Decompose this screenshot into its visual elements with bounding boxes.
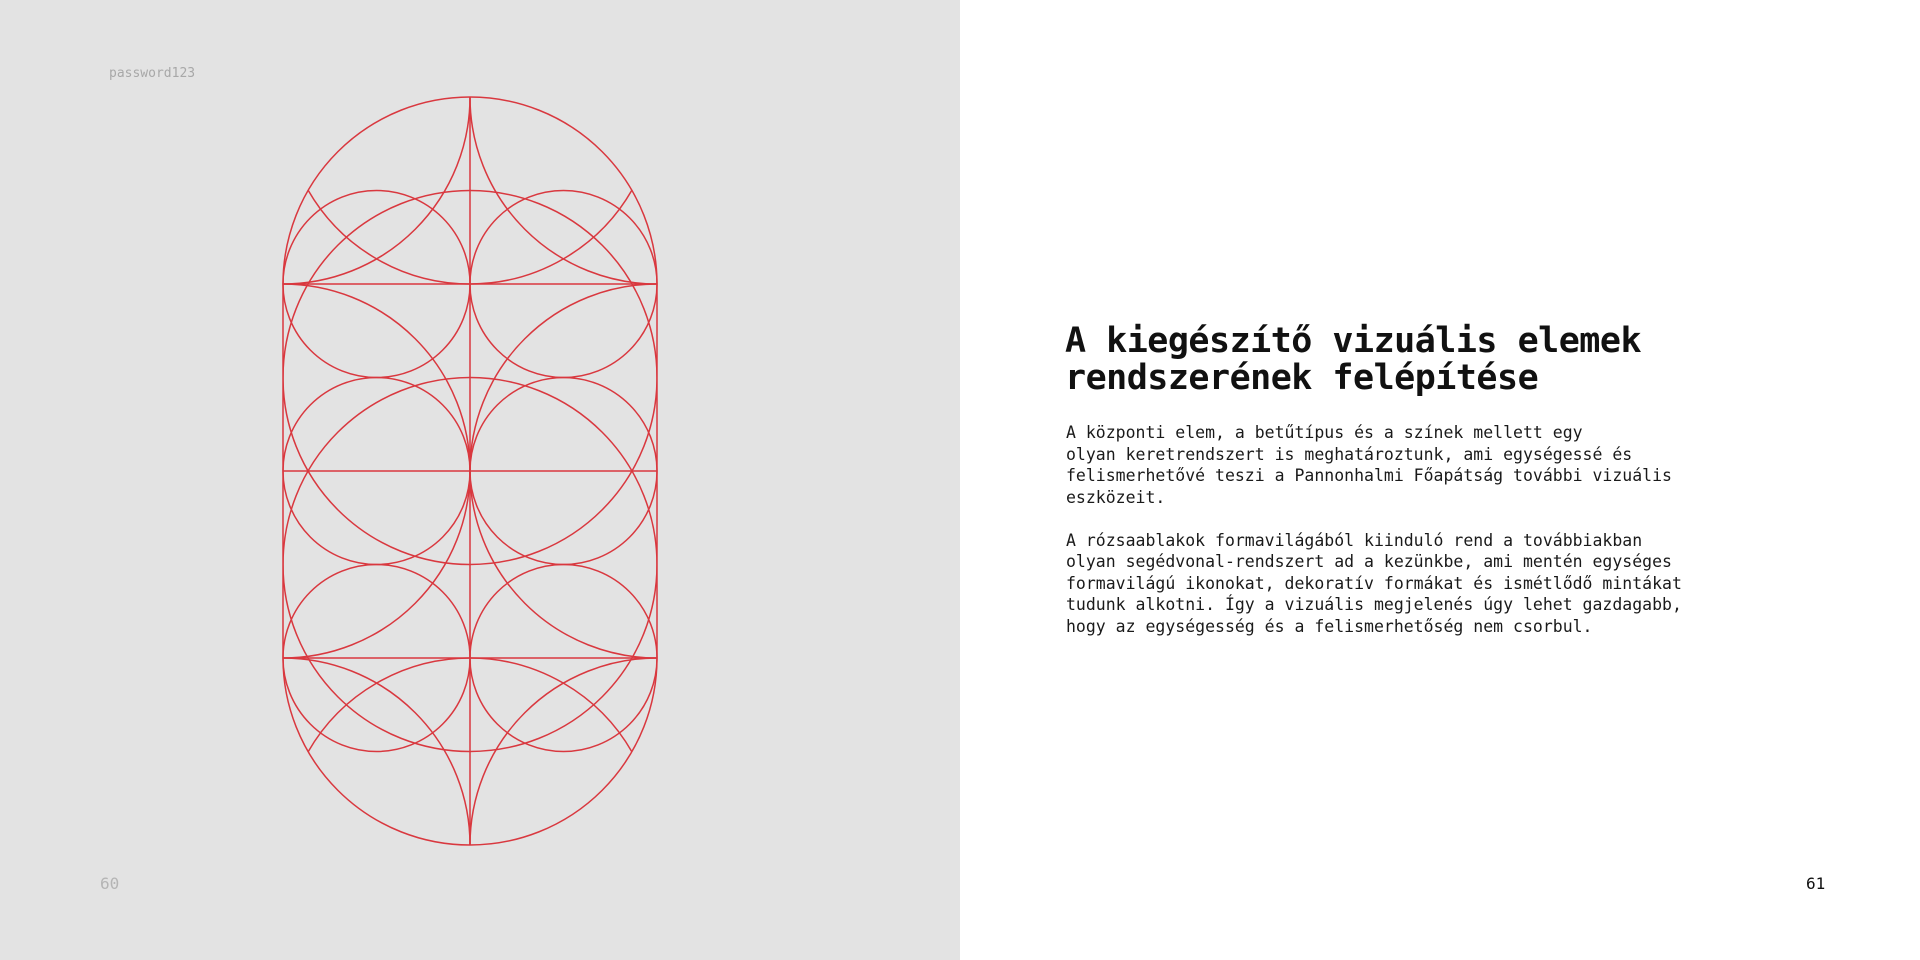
- page-number-right: 61: [1806, 874, 1826, 893]
- heading-line-1: A kiegészítő vizuális elemek: [1065, 321, 1642, 361]
- body-text: [1066, 422, 1846, 659]
- paragraph-2: A rózsaablakok formavilágából kiinduló rend a továbbiakban olyan segédvonal-rendszert ad a kezünkbe, ami mentén egységes formavilágú ikonokat, dekoratív formákat és ismétlődő mintákat tudunk alkotni. Így a vizuális megjelenés úgy lehet gazdagabb, hogy az egységesség és a felismerhetőség nem csorbul.: [1066, 530, 1682, 636]
- watermark-text: password123: [109, 66, 196, 81]
- page-number-left: 60: [100, 874, 120, 893]
- paragraph-1: A központi elem, a betűtípus és a színek mellett egy olyan keretrendszert is meghatároztunk, ami egységessé és felismerhetővé teszi a Pannonhalmi Főapátság további vizuális eszközeit.: [1066, 423, 1672, 507]
- rose-window-grid-icon: [280, 96, 680, 866]
- page-heading: [1065, 323, 1885, 397]
- heading-line-2: rendszerének felépítése: [1065, 358, 1539, 398]
- right-page: [960, 0, 1920, 960]
